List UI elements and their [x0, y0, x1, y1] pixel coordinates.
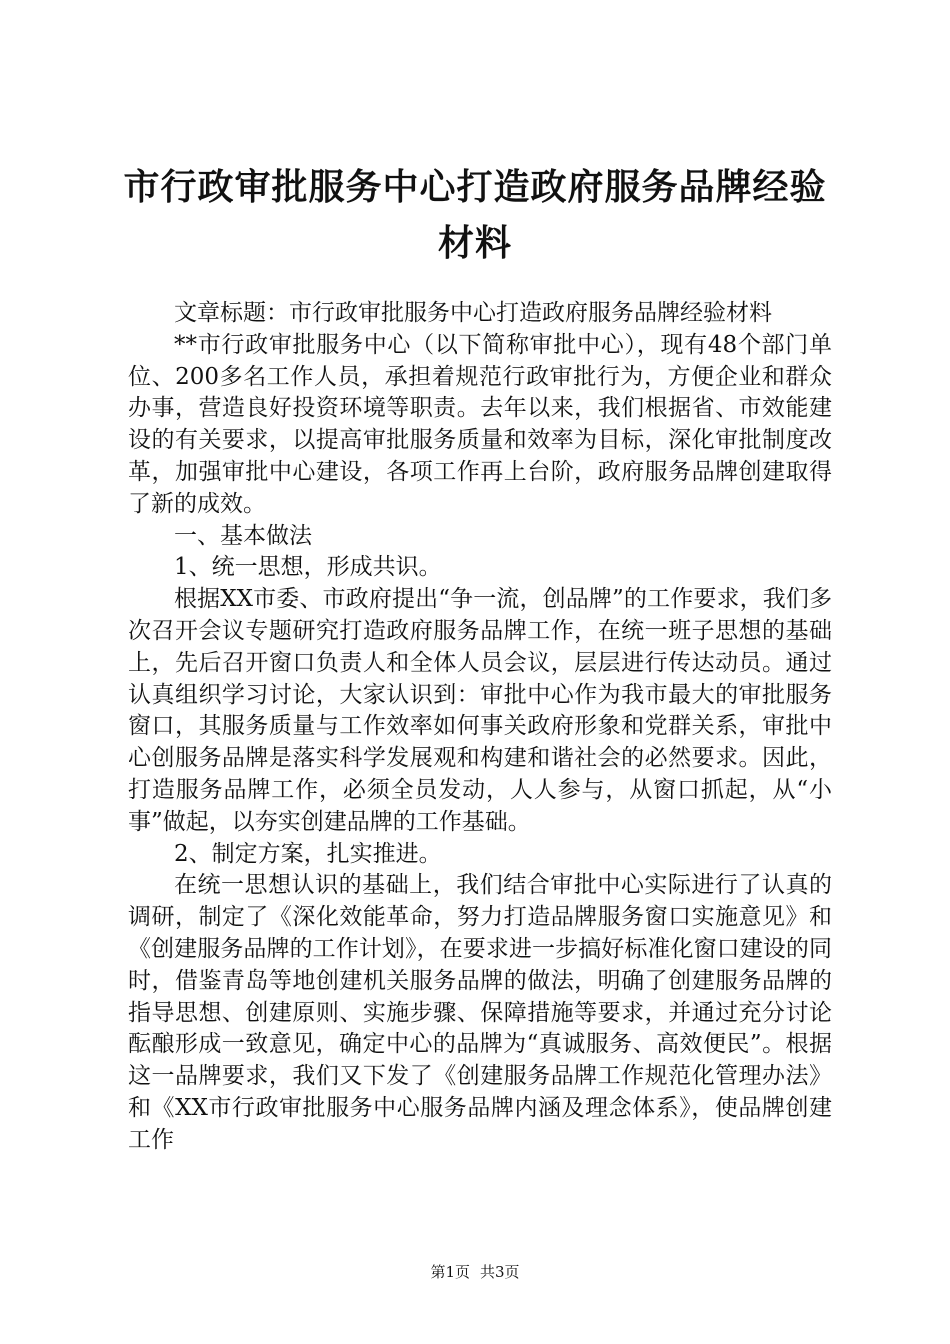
paragraph-unify-thinking: 根据XX市委、市政府提出“争一流，创品牌”的工作要求，我们多次召开会议专题研究打造政府服务品牌工作，在统一班子思想的基础上，先后召开窗口负责人和全体人员会议，层层进行传达动员。通过认真组织学习讨论，大家认识到：审批中心作为我市最大的审批服务窗口，其服务质量与工作效率如何事关政府形象和党群关系，审批中心创服务品牌是落实科学发展观和构建和谐社会的必然要求。因此，打造服务品牌工作，必须全员发动，人人参与，从窗口抓起，从“小事”做起，以夯实创建品牌的工作基础。	[128, 586, 832, 835]
paragraph-make-plan: 在统一思想认识的基础上，我们结合审批中心实际进行了认真的调研，制定了《深化效能革命，努力打造品牌服务窗口实施意见》和《创建服务品牌的工作计划》，在要求进一步搞好标准化窗口建设的同时，借鉴青岛等地创建机关服务品牌的做法，明确了创建服务品牌的指导思想、创建原则、实施步骤、保障措施等要求，并通过充分讨论酝酿形成一致意见，确定中心的品牌为“真诚服务、高效便民”。根据这一品牌要求，我们又下发了《创建服务品牌工作规范化管理办法》和《XX市行政审批服务中心服务品牌内涵及理念体系》，使品牌创建工作	[128, 872, 832, 1153]
subheading-unify-thinking: 1、统一思想，形成共识。	[174, 554, 442, 581]
paragraph-article-title: 文章标题：市行政审批服务中心打造政府服务品牌经验材料	[174, 300, 772, 326]
page-total: 共3页	[480, 1263, 520, 1281]
document-body	[128, 298, 832, 1157]
subheading-make-plan: 2、制定方案，扎实推进。	[174, 840, 442, 867]
page-number: 第1页	[430, 1263, 470, 1281]
document-title: 市行政审批服务中心打造政府服务品牌经验材料	[123, 167, 827, 264]
paragraph-intro: **市行政审批服务中心（以下简称审批中心），现有48个部门单位、200多名工作人员，承担着规范行政审批行为，方便企业和群众办事，营造良好投资环境等职责。去年以来，我们根据省、市效能建设的有关要求，以提高审批服务质量和效率为目标，深化审批制度改革，加强审批中心建设，各项工作再上台阶，政府服务品牌创建取得了新的成效。	[128, 331, 832, 517]
page-footer	[0, 1262, 950, 1282]
section-heading-basic-practices: 一、基本做法	[174, 522, 312, 549]
